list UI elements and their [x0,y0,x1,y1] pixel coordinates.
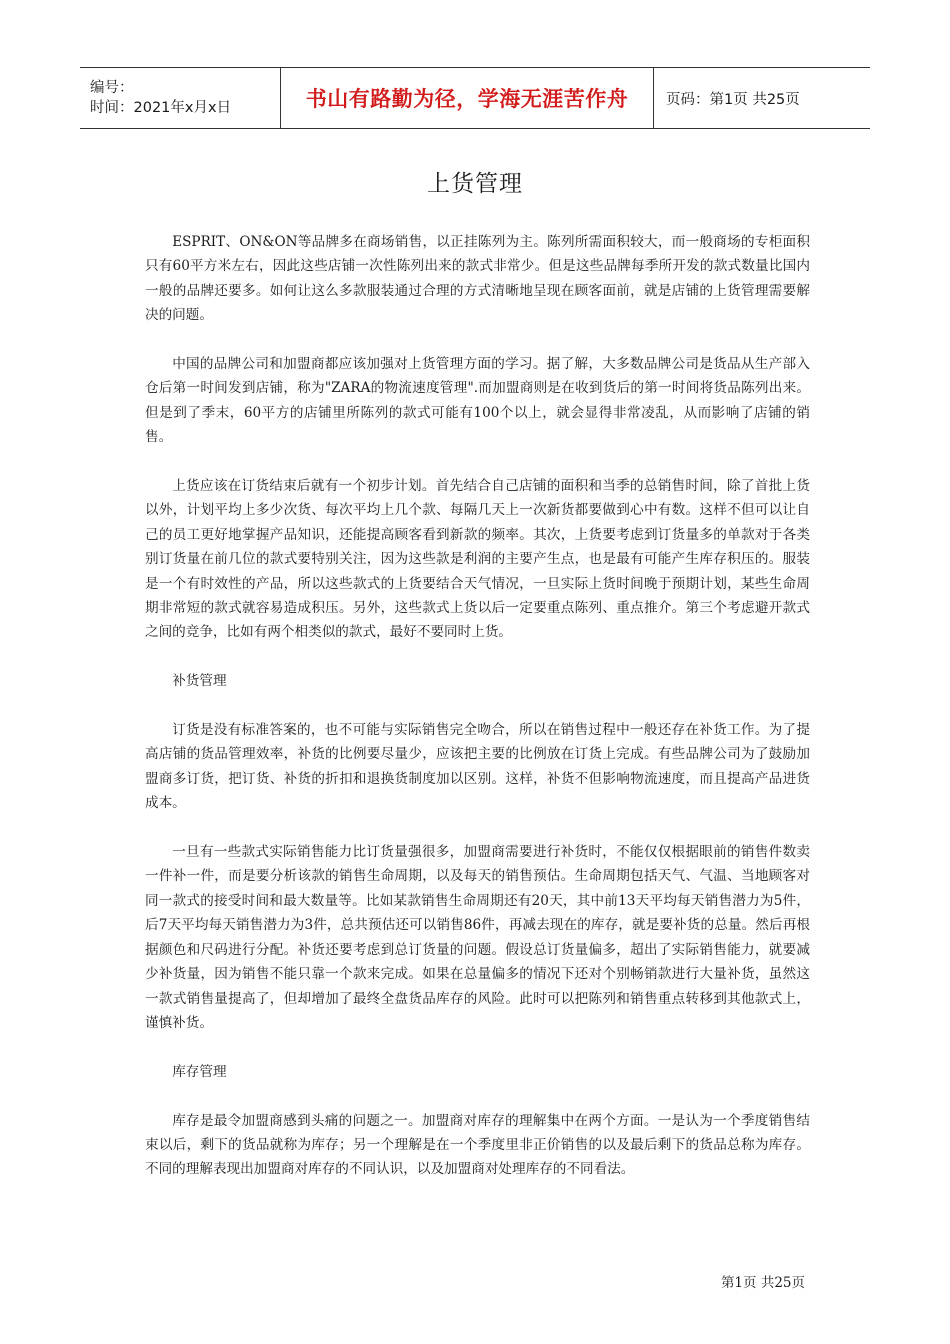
motto: 书山有路勤为径，学海无涯苦作舟 [305,87,629,111]
time-label: 时间：2021年x月x日 [90,100,232,116]
page-footer: 第1页 共25页 [720,1275,805,1291]
paragraph: 上货应该在订货结束后就有一个初步计划。首先结合自己店铺的面积和当季的总销售时间，除了首批上货以外，计划平均上多少次货、每次平均上几个款、每隔几天上一次新货都要做到心中有数。这样不但可以让自己的员工更好地掌握产品知识，还能提高顾客看到新款的频率。其次，上货要考虑到订货量多的单款对于各类别订货量在前几位的款式要特别关注，因为这些款是利润的主要产生点，也是最有可能产生库存积压的。服装是一个有时效性的产品，所以这些款式的上货要结合天气情况，一旦实际上货时间晚于预期计划，某些生命周期非常短的款式就容易造成积压。另外，这些款式上货以后一定要重点陈列、重点推介。第三个考虑避开款式之间的竞争，比如有两个相类似的款式，最好不要同时上货。 [145,478,810,641]
paragraph: 库存是最令加盟商感到头痛的问题之一。加盟商对库存的理解集中在两个方面。一是认为一个季度销售结束以后，剩下的货品就称为库存；另一个理解是在一个季度里非正价销售的以及最后剩下的货品总称为库存。不同的理解表现出加盟商对库存的不同认识，以及加盟商对处理库存的不同看法。 [145,1112,810,1178]
document-body [145,230,810,1206]
document-header [80,67,870,129]
page-info: 页码：第1页 共25页 [666,91,800,108]
header-motto-cell [281,68,654,128]
paragraph: 中国的品牌公司和加盟商都应该加强对上货管理方面的学习。据了解，大多数品牌公司是货品从生产部入仓后第一时间发到店铺，称为"ZARA的物流速度管理".而加盟商则是在收到货后的第一时间将货品陈列出来。但是到了季末，60平方的店铺里所陈列的款式可能有100个以上，就会显得非常凌乱，从而影响了店铺的销售。 [145,356,810,446]
paragraph: ESPRIT、ON&ON等品牌多在商场销售，以正挂陈列为主。陈列所需面积较大，而一般商场的专柜面积只有60平方米左右，因此这些店铺一次性陈列出来的款式非常少。但是这些品牌每季所开发的款式数量比国内一般的品牌还要多。如何让这么多款服装通过合理的方式清晰地呈现在顾客面前，就是店铺的上货管理需要解决的问题。 [145,234,810,324]
document-title: 上货管理 [427,171,523,197]
header-meta [80,68,281,128]
section-heading-inventory: 库存管理 [172,1063,227,1080]
header-page-info [654,68,870,128]
section-heading-restock: 补货管理 [172,673,227,690]
number-label: 编号： [90,80,134,96]
paragraph: 订货是没有标准答案的，也不可能与实际销售完全吻合，所以在销售过程中一般还存在补货工作。为了提高店铺的货品管理效率，补货的比例要尽量少，应该把主要的比例放在订货上完成。有些品牌公司为了鼓励加盟商多订货，把订货、补货的折扣和退换货制度加以区别。这样，补货不但影响物流速度，而且提高产品进货成本。 [145,722,810,812]
paragraph: 一旦有一些款式实际销售能力比订货量强很多，加盟商需要进行补货时，不能仅仅根据眼前的销售件数卖一件补一件，而是要分析该款的销售生命周期，以及每天的销售预估。生命周期包括天气、气温、当地顾客对同一款式的接受时间和最大数量等。比如某款销售生命周期还有20天，其中前13天平均每天销售潜力为5件，后7天平均每天销售潜力为3件，总共预估还可以销售86件，再减去现在的库存，就是要补货的总量。然后再根据颜色和尺码进行分配。补货还要考虑到总订货量的问题。假设总订货量偏多，超出了实际销售能力，就要减少补货量，因为销售不能只靠一个款来完成。如果在总量偏多的情况下还对个别畅销款进行大量补货，虽然这一款式销售量提高了，但却增加了最终全盘货品库存的风险。此时可以把陈列和销售重点转移到其他款式上，谨慎补货。 [145,844,810,1031]
